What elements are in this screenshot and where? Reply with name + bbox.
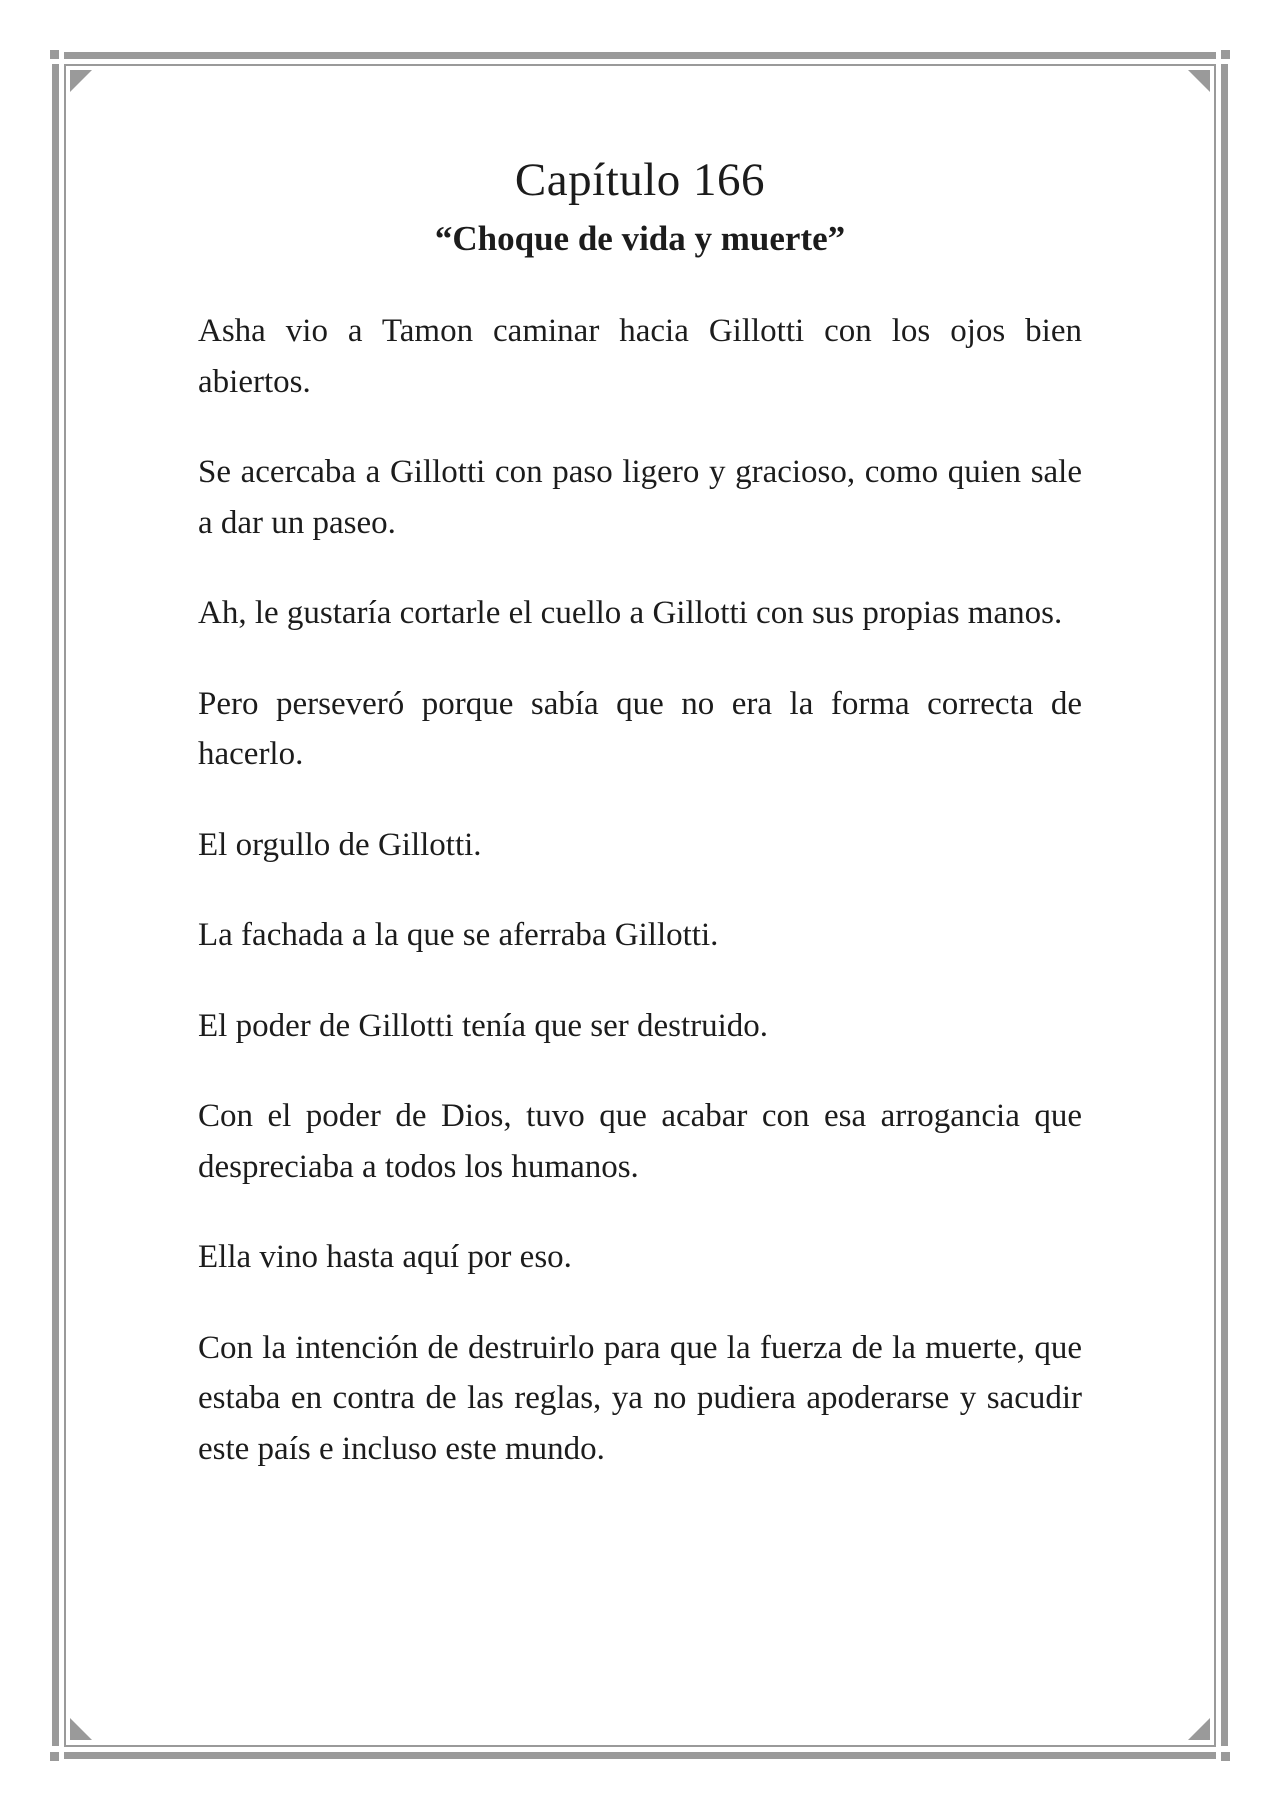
paragraph: Se acercaba a Gillotti con paso ligero y gracioso, como quien sale a dar un paseo. [198,454,1082,541]
paragraph: Ah, le gustaría cortarle el cuello a Gillotti con sus propias manos. [198,595,1063,631]
paragraph: Con la intención de destruirlo para que la fuerza de la muerte, que estaba en contra de las reglas, ya no pudiera apoderarse y sacudir este país e incluso este mundo. [198,1329,1082,1467]
document-body [198,150,1082,1514]
paragraph: El orgullo de Gillotti. [198,826,482,863]
paragraph: Pero perseveró porque sabía que no era la forma correcta de hacerlo. [198,685,1082,772]
paragraph: El poder de Gillotti tenía que ser destruido. [198,1007,769,1044]
chapter-title: Capítulo 166 [514,154,766,206]
paragraph: Asha vio a Tamon caminar hacia Gillotti con los ojos bien abiertos. [198,313,1082,400]
chapter-subtitle: “Choque de vida y muerte” [434,219,846,258]
paragraph: Con el poder de Dios, tuvo que acabar con esa arrogancia que despreciaba a todos los humanos. [198,1098,1082,1185]
chapter-text [198,306,1082,1474]
paragraph: Ella vino hasta aquí por eso. [198,1239,572,1275]
paragraph: La fachada a la que se aferraba Gillotti. [198,917,719,953]
